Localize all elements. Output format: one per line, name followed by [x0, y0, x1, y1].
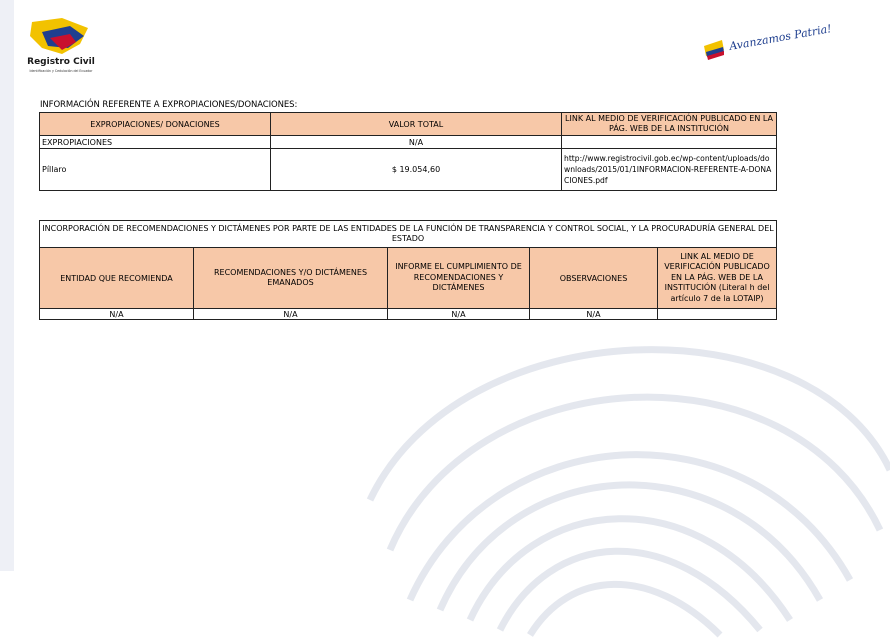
- section2-title: INCORPORACIÓN DE RECOMENDACIONES Y DICTÁMENES POR PARTE DE LAS ENTIDADES DE LA FUNCIÓN DE TRANSPARENCIA Y CONTROL SOCIAL, Y LA PROCURADURÍA GENERAL DEL ESTADO: [40, 221, 777, 248]
- recomendaciones-table: [39, 220, 777, 320]
- cell-link: [658, 309, 777, 320]
- header-link-verificacion: LINK AL MEDIO DE VERIFICACIÓN PUBLICADO EN LA PÁG. WEB DE LA INSTITUCIÓN (Literal h del artículo 7 de la LOTAIP): [658, 248, 777, 309]
- registro-civil-logo: [22, 14, 100, 80]
- expropiaciones-table: [39, 112, 777, 191]
- cell-link: [562, 136, 777, 149]
- fingerprint-watermark: [370, 300, 890, 640]
- header-link-verificacion: LINK AL MEDIO DE VERIFICACIÓN PUBLICADO EN LA PÁG. WEB DE LA INSTITUCIÓN: [562, 113, 777, 136]
- cell-informe: N/A: [388, 309, 530, 320]
- cell-observaciones: N/A: [530, 309, 658, 320]
- donaciones-link[interactable]: http://www.registrocivil.gob.ec/wp-content/uploads/downloads/2015/01/1INFORMACION-REFERENTE-A-DONACIONES.pdf: [562, 149, 777, 191]
- header-expropiaciones-donaciones: EXPROPIACIONES/ DONACIONES: [40, 113, 271, 136]
- header-valor-total: VALOR TOTAL: [271, 113, 562, 136]
- cell-expropiaciones: EXPROPIACIONES: [40, 136, 271, 149]
- cell-recomendaciones: N/A: [194, 309, 388, 320]
- cell-entidad: N/A: [40, 309, 194, 320]
- left-margin-strip: [0, 0, 14, 571]
- header-recomendaciones: RECOMENDACIONES Y/O DICTÁMENES EMANADOS: [194, 248, 388, 309]
- patria-logo: [700, 20, 833, 68]
- cell-donacion-lugar: Píllaro: [40, 149, 271, 191]
- cell-valor: N/A: [271, 136, 562, 149]
- registro-civil-logo-tagline: Identificación y Cedulación del Ecuador: [29, 69, 93, 73]
- cell-valor: $ 19.054,60: [271, 149, 562, 191]
- table-row: [40, 309, 777, 320]
- table-row: [40, 136, 777, 149]
- header-informe-cumplimiento: INFORME EL CUMPLIMIENTO DE RECOMENDACIONES Y DICTÁMENES: [388, 248, 530, 309]
- section1-title: INFORMACIÓN REFERENTE A EXPROPIACIONES/DONACIONES:: [40, 100, 298, 110]
- header-entidad: ENTIDAD QUE RECOMIENDA: [40, 248, 194, 309]
- registro-civil-logo-text: Registro Civil: [27, 57, 95, 67]
- table-row: [40, 149, 777, 191]
- patria-logo-text: Avanzamos Patria!: [728, 22, 833, 53]
- header-observaciones: OBSERVACIONES: [530, 248, 658, 309]
